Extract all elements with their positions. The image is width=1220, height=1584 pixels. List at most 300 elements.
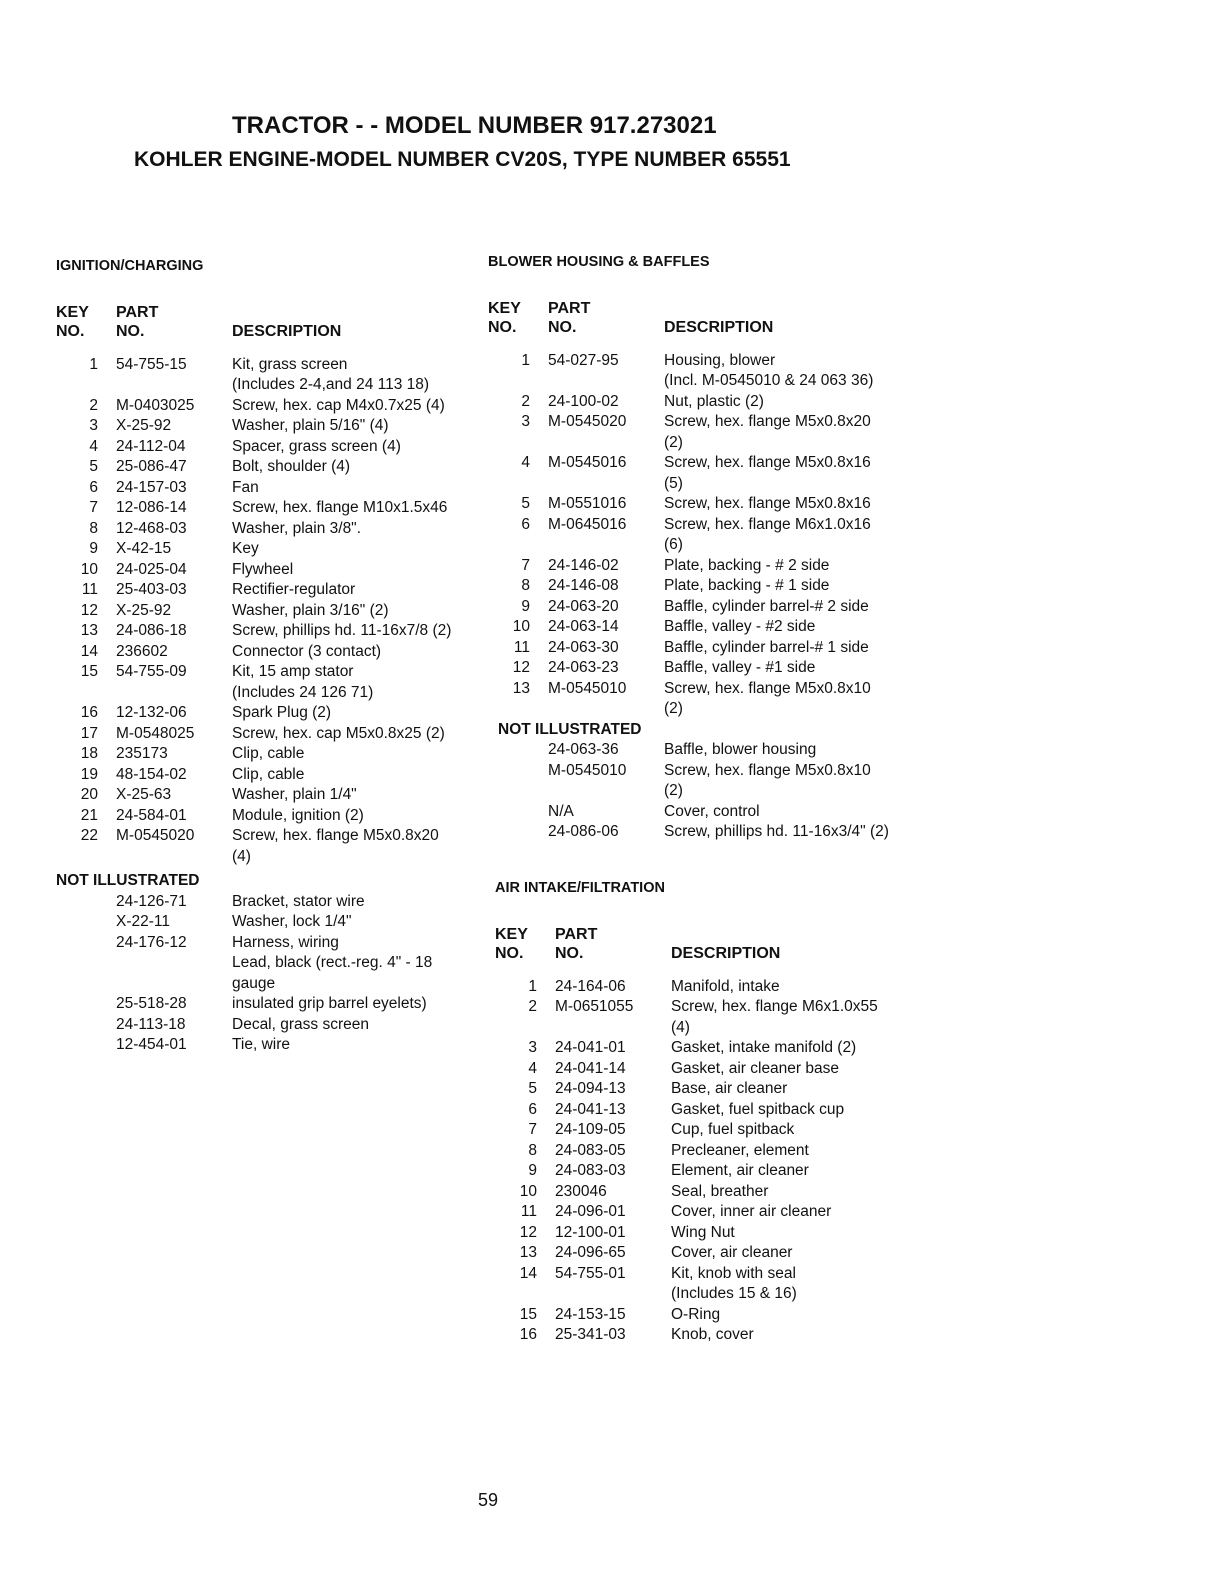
header-part-no: NO.: [548, 318, 577, 336]
description: [232, 355, 476, 396]
table-row: [56, 892, 476, 913]
description: [671, 1243, 915, 1264]
description: [664, 494, 928, 515]
part-number: 24-086-06: [548, 823, 619, 840]
part-number: 24-157-03: [116, 478, 187, 496]
description-line: Housing, blower: [664, 351, 776, 369]
part-number: M-0548025: [116, 724, 195, 742]
section-air-intake: [495, 878, 915, 1346]
table-row: [488, 392, 928, 413]
description: [232, 1015, 476, 1036]
description: [232, 396, 476, 417]
description: [664, 597, 928, 618]
description: [232, 1035, 476, 1056]
description: [664, 822, 928, 843]
part-number: 24-041-01: [555, 1039, 626, 1056]
table-row: [495, 1079, 915, 1100]
header-part-no: NO.: [555, 944, 584, 962]
description: [232, 912, 476, 933]
part-number: 12-100-01: [555, 1223, 626, 1241]
description: [232, 416, 476, 437]
description-line: Cup, fuel spitback: [671, 1121, 795, 1138]
description-line: Screw, hex. cap M5x0.8x25 (2): [232, 724, 445, 742]
table-row: [56, 785, 476, 806]
description: [232, 580, 476, 601]
description-line: (6): [664, 536, 683, 553]
header-part: PART: [555, 925, 598, 943]
part-number: 24-041-13: [555, 1100, 626, 1118]
table-row: [488, 802, 928, 823]
description: [664, 453, 928, 494]
description-line: Washer, plain 3/8".: [232, 519, 361, 537]
description-line: (Includes 15 & 16): [671, 1285, 797, 1302]
part-number: 24-083-05: [555, 1141, 626, 1159]
header-key: KEY: [488, 299, 521, 317]
description-line: Plate, backing - # 1 side: [664, 577, 830, 594]
description-line: Connector (3 contact): [232, 642, 382, 660]
description: [671, 1264, 915, 1305]
description-line: (Includes 24 126 71): [232, 683, 374, 701]
key-number: 2: [528, 998, 537, 1015]
key-spacer: [488, 802, 548, 823]
key-number: 4: [521, 454, 530, 471]
key-number: 7: [89, 499, 98, 516]
parts-list: [56, 355, 476, 868]
description-line: (5): [664, 474, 683, 492]
part-number: M-0403025: [116, 396, 195, 414]
key-number: 12: [512, 659, 530, 676]
table-row: [56, 396, 476, 417]
description: [232, 703, 476, 724]
table-row: [56, 601, 476, 622]
table-row: [488, 597, 928, 618]
key-number: 18: [80, 745, 98, 762]
description: [671, 1038, 915, 1059]
header-no: NO.: [56, 322, 85, 340]
table-row: [488, 494, 928, 515]
table-row: [56, 355, 476, 396]
description-line: Cover, air cleaner: [671, 1244, 793, 1261]
section-title: AIR INTAKE/FILTRATION: [495, 880, 665, 896]
description: [664, 556, 928, 577]
description-line: (Includes 2-4,and 24 113 18): [232, 376, 430, 393]
key-number: 12: [80, 601, 98, 619]
description: [232, 519, 476, 540]
description: [664, 412, 928, 453]
table-row: [56, 539, 476, 560]
description: [232, 892, 476, 913]
description: [671, 1325, 915, 1346]
part-number: 54-755-09: [116, 663, 187, 680]
table-row: [488, 822, 928, 843]
description: [232, 560, 476, 581]
description: [232, 601, 476, 622]
key-spacer: [56, 1035, 116, 1056]
key-number: 21: [80, 806, 98, 824]
part-number: N/A: [548, 802, 574, 820]
description: [671, 977, 915, 998]
header-description: DESCRIPTION: [664, 318, 774, 336]
key-number: 16: [80, 704, 98, 721]
description-line: Baffle, cylinder barrel-# 2 side: [664, 597, 869, 615]
part-number: 24-176-12: [116, 933, 187, 951]
key-number: 12: [519, 1223, 537, 1241]
description: [671, 1305, 915, 1326]
part-number: 24-146-02: [548, 556, 619, 574]
description-line: (2): [664, 782, 683, 799]
description-line: (4): [671, 1018, 690, 1036]
header-part-no: NO.: [116, 322, 145, 340]
description-line: Washer, plain 5/16" (4): [232, 417, 389, 434]
part-number: 48-154-02: [116, 765, 187, 783]
table-row: [488, 576, 928, 597]
description-line: Baffle, valley - #2 side: [664, 618, 816, 635]
part-number: X-42-15: [116, 540, 172, 557]
description-line: Plate, backing - # 2 side: [664, 556, 830, 574]
parts-list: [495, 977, 915, 1346]
page-subtitle: KOHLER ENGINE-MODEL NUMBER CV20S, TYPE NUMBER 65551: [134, 148, 791, 171]
table-row: [56, 519, 476, 540]
key-number: 6: [89, 478, 98, 496]
description-line: Screw, hex. flange M6x1.0x16: [664, 515, 871, 533]
description-line: Gasket, fuel spitback cup: [671, 1100, 845, 1118]
description: [671, 1079, 915, 1100]
key-number: 8: [89, 519, 98, 537]
key-number: 11: [513, 638, 530, 656]
table-row: [56, 933, 476, 995]
part-number: 24-153-15: [555, 1305, 626, 1323]
description-line: Fan: [232, 478, 259, 496]
description-line: Tie, wire: [232, 1036, 290, 1053]
table-row: [56, 703, 476, 724]
description-line: Clip, cable: [232, 745, 305, 762]
description-line: Screw, hex. flange M5x0.8x10: [664, 761, 871, 779]
column-header: [488, 299, 928, 337]
description-line: Screw, hex. flange M5x0.8x16: [664, 454, 871, 471]
table-row: [56, 642, 476, 663]
description-line: Knob, cover: [671, 1326, 754, 1343]
description-line: Screw, hex. flange M6x1.0x55: [671, 998, 878, 1015]
parts-list: [488, 351, 928, 720]
key-number: 16: [519, 1326, 537, 1343]
table-row: [488, 515, 928, 556]
description: [664, 617, 928, 638]
description-line: (2): [664, 433, 683, 451]
description-line: Baffle, cylinder barrel-# 1 side: [664, 638, 869, 656]
description-line: Wing Nut: [671, 1223, 735, 1241]
description-line: Rectifier-regulator: [232, 581, 356, 598]
description-line: Flywheel: [232, 560, 294, 578]
description-line: Key: [232, 540, 259, 557]
key-number: 8: [528, 1141, 537, 1159]
table-row: [495, 1243, 915, 1264]
description: [671, 1141, 915, 1162]
part-number: M-0545010: [548, 761, 627, 779]
key-number: 20: [80, 786, 98, 803]
key-number: 17: [80, 724, 98, 742]
key-number: 10: [519, 1182, 537, 1200]
description: [664, 515, 928, 556]
description-line: Screw, hex. flange M5x0.8x10: [664, 679, 871, 697]
table-row: [488, 556, 928, 577]
description-line: gauge: [232, 974, 276, 992]
header-description: DESCRIPTION: [232, 322, 342, 340]
key-spacer: [488, 740, 548, 761]
table-row: [56, 662, 476, 703]
not-illustrated-heading: NOT ILLUSTRATED: [56, 872, 200, 889]
description-line: Screw, phillips hd. 11-16x7/8 (2): [232, 622, 452, 639]
part-number: X-25-63: [116, 786, 172, 803]
part-number: 24-063-36: [548, 741, 619, 758]
description-line: Screw, phillips hd. 11-16x3/4" (2): [664, 823, 889, 840]
part-number: M-0545010: [548, 679, 627, 697]
key-spacer: [56, 1015, 116, 1036]
description: [232, 498, 476, 519]
part-number: 24-096-65: [555, 1244, 626, 1261]
part-number: 25-341-03: [555, 1326, 626, 1343]
table-row: [56, 580, 476, 601]
part-number: 25-086-47: [116, 458, 187, 475]
table-row: [56, 912, 476, 933]
table-row: [56, 744, 476, 765]
description: [232, 994, 476, 1015]
part-number: 12-454-01: [116, 1036, 187, 1053]
section-ignition-charging: [56, 256, 476, 1056]
table-row: [488, 617, 928, 638]
key-spacer: [56, 933, 116, 995]
part-number: 24-083-03: [555, 1162, 626, 1179]
description-line: Gasket, intake manifold (2): [671, 1039, 857, 1056]
part-number: M-0645016: [548, 515, 627, 533]
table-row: [495, 1182, 915, 1203]
key-number: 15: [519, 1305, 537, 1323]
description: [664, 679, 928, 720]
part-number: 24-063-14: [548, 618, 619, 635]
key-number: 2: [89, 396, 98, 414]
header-no: NO.: [495, 944, 524, 962]
description-line: Precleaner, element: [671, 1141, 809, 1159]
part-number: X-25-92: [116, 601, 172, 619]
table-row: [495, 1202, 915, 1223]
key-number: 13: [512, 679, 530, 697]
key-spacer: [488, 822, 548, 843]
key-number: 6: [528, 1100, 537, 1118]
description: [232, 785, 476, 806]
description: [671, 1202, 915, 1223]
key-number: 3: [521, 413, 530, 430]
key-number: 13: [80, 622, 98, 639]
part-number: M-0545016: [548, 454, 627, 471]
key-number: 5: [521, 495, 530, 512]
description-line: Screw, hex. cap M4x0.7x25 (4): [232, 396, 445, 414]
key-number: 11: [81, 581, 98, 598]
part-number: 230046: [555, 1182, 607, 1200]
section-title: BLOWER HOUSING & BAFFLES: [488, 254, 710, 270]
table-row: [56, 621, 476, 642]
key-number: 14: [80, 642, 98, 660]
description-line: Decal, grass screen: [232, 1015, 369, 1033]
description-line: Cover, control: [664, 802, 760, 820]
table-row: [488, 412, 928, 453]
part-number: 24-112-04: [116, 437, 186, 455]
description-line: Washer, plain 1/4": [232, 786, 357, 803]
key-number: 1: [528, 977, 537, 995]
description: [671, 1182, 915, 1203]
table-row: [56, 994, 476, 1015]
description: [664, 802, 928, 823]
part-number: X-22-11: [116, 913, 170, 930]
table-row: [488, 638, 928, 659]
table-row: [495, 1223, 915, 1244]
description-line: Module, ignition (2): [232, 806, 364, 824]
description: [232, 437, 476, 458]
section-blower-housing: [488, 252, 928, 843]
description: [664, 740, 928, 761]
key-number: 3: [528, 1039, 537, 1056]
table-row: [488, 679, 928, 720]
part-number: M-0551016: [548, 495, 627, 512]
description-line: Screw, hex. flange M10x1.5x46: [232, 499, 448, 516]
header-part: PART: [548, 299, 591, 317]
column-header: [56, 303, 476, 341]
table-row: [488, 658, 928, 679]
key-number: 10: [80, 560, 98, 578]
part-number: 54-755-15: [116, 355, 187, 373]
key-number: 19: [80, 765, 98, 783]
section-title: IGNITION/CHARGING: [56, 258, 204, 274]
table-row: [56, 416, 476, 437]
key-number: 11: [520, 1203, 537, 1220]
table-row: [495, 1141, 915, 1162]
description: [232, 765, 476, 786]
table-row: [495, 1305, 915, 1326]
description-line: Screw, hex. flange M5x0.8x20: [232, 827, 439, 844]
description-line: Harness, wiring: [232, 933, 339, 951]
description-line: Gasket, air cleaner base: [671, 1059, 840, 1077]
table-row: [56, 1015, 476, 1036]
not-illustrated-list: [56, 892, 476, 1056]
key-number: 8: [521, 577, 530, 594]
key-number: 4: [528, 1059, 537, 1077]
description-line: insulated grip barrel eyelets): [232, 995, 427, 1012]
table-row: [56, 724, 476, 745]
description: [664, 351, 928, 392]
key-number: 13: [519, 1244, 537, 1261]
description: [671, 997, 915, 1038]
description-line: Base, air cleaner: [671, 1080, 788, 1097]
description-line: Washer, plain 3/16" (2): [232, 601, 389, 619]
table-row: [56, 826, 476, 867]
table-row: [495, 977, 915, 998]
description-line: (2): [664, 700, 683, 717]
description: [232, 478, 476, 499]
part-number: 12-086-14: [116, 499, 187, 516]
description-line: Baffle, valley - #1 side: [664, 659, 816, 676]
key-number: 6: [521, 515, 530, 533]
part-number: 235173: [116, 745, 168, 762]
key-number: 14: [519, 1264, 537, 1282]
description-line: (Incl. M-0545010 & 24 063 36): [664, 372, 874, 389]
part-number: 24-146-08: [548, 577, 619, 594]
header-part: PART: [116, 303, 159, 321]
part-number: 54-027-95: [548, 351, 619, 369]
key-number: 15: [80, 663, 98, 680]
part-number: 25-518-28: [116, 995, 187, 1012]
description: [664, 576, 928, 597]
part-number: M-0545020: [116, 827, 195, 844]
header-no: NO.: [488, 318, 517, 336]
header-key: KEY: [495, 925, 528, 943]
key-number: 3: [89, 417, 98, 434]
part-number: 24-025-04: [116, 560, 187, 578]
table-row: [495, 1100, 915, 1121]
part-number: 24-584-01: [116, 806, 187, 824]
page-number: 59: [478, 1490, 499, 1510]
part-number: 24-096-01: [555, 1203, 626, 1220]
key-number: 9: [521, 597, 530, 615]
part-number: M-0545020: [548, 413, 627, 430]
key-number: 5: [89, 458, 98, 475]
table-row: [56, 457, 476, 478]
description: [664, 392, 928, 413]
description-line: Screw, hex. flange M5x0.8x20: [664, 413, 871, 430]
table-row: [488, 453, 928, 494]
table-row: [495, 1325, 915, 1346]
part-number: 24-164-06: [555, 977, 626, 995]
key-number: 1: [521, 351, 530, 369]
key-number: 2: [521, 392, 530, 410]
table-row: [56, 478, 476, 499]
part-number: 25-403-03: [116, 581, 187, 598]
part-number: 24-100-02: [548, 392, 619, 410]
description-line: Kit, knob with seal: [671, 1264, 796, 1282]
table-row: [495, 1059, 915, 1080]
key-spacer: [56, 892, 116, 913]
table-row: [488, 740, 928, 761]
description: [232, 621, 476, 642]
description: [232, 933, 476, 995]
part-number: 24-041-14: [555, 1059, 626, 1077]
description: [671, 1100, 915, 1121]
description-line: Bracket, stator wire: [232, 892, 365, 910]
key-number: 9: [89, 540, 98, 557]
part-number: 24-109-05: [555, 1121, 626, 1138]
description-line: Clip, cable: [232, 765, 305, 783]
description-line: Screw, hex. flange M5x0.8x16: [664, 495, 871, 512]
key-number: 7: [521, 556, 530, 574]
description-line: Kit, grass screen: [232, 355, 348, 373]
table-row: [495, 1120, 915, 1141]
description-line: Manifold, intake: [671, 977, 780, 995]
description: [671, 1161, 915, 1182]
part-number: 24-113-18: [116, 1015, 186, 1033]
description-line: Kit, 15 amp stator: [232, 663, 354, 680]
table-row: [56, 1035, 476, 1056]
description-line: Spark Plug (2): [232, 704, 332, 721]
part-number: 24-126-71: [116, 892, 187, 910]
part-number: 12-468-03: [116, 519, 187, 537]
description-line: Bolt, shoulder (4): [232, 458, 351, 475]
table-row: [495, 1161, 915, 1182]
description: [232, 744, 476, 765]
table-row: [56, 437, 476, 458]
part-number: X-25-92: [116, 417, 172, 434]
part-number: 24-094-13: [555, 1080, 626, 1097]
description: [232, 662, 476, 703]
part-number: 24-086-18: [116, 622, 187, 639]
description: [232, 806, 476, 827]
table-row: [56, 806, 476, 827]
